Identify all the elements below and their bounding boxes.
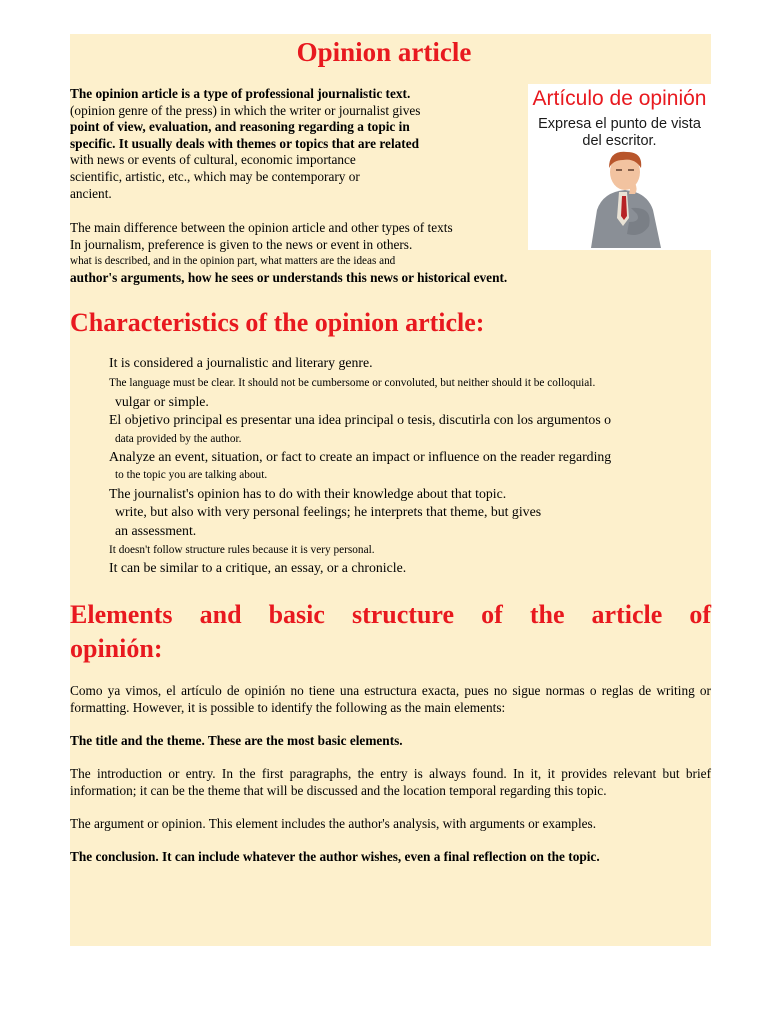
list-item: [95, 411, 715, 448]
intro-line: The opinion article is a type of professional journalistic text.: [70, 86, 411, 101]
list-item: [95, 373, 715, 411]
list-item: [95, 540, 715, 559]
intro-line: point of view, evaluation, and reasoning regarding a topic in: [70, 119, 410, 135]
diff-line: The main difference between the opinion article and other types of texts: [70, 220, 453, 235]
list-item-continuation: write, but also with very personal feelings; he interprets that theme, but gives: [115, 504, 542, 520]
characteristics-list: [95, 354, 715, 578]
opinion-article-illustration: [528, 84, 711, 250]
elements-heading: Elements and basic structure of the article of: [70, 600, 711, 629]
list-item-text: It is considered a journalistic and literary genre.: [109, 355, 373, 370]
body-paragraph: The introduction or entry. In the first paragraphs, the entry is always found. In it, it provides relevant but brief information; it can be the theme that will be discussed and the location temporal regarding this topic.: [70, 765, 711, 798]
intro-line: with news or events of cultural, economic importance: [70, 152, 356, 168]
intro-line: scientific, artistic, etc., which may be contemporary or: [70, 168, 360, 184]
intro-paragraph: [70, 86, 515, 202]
figure-subtitle-line: Expresa el punto de vista: [538, 116, 701, 132]
list-item-text: It can be similar to a critique, an essay, or a chronicle.: [109, 560, 407, 576]
intro-line: (opinion genre of the press) in which the writer or journalist gives: [70, 102, 421, 118]
figure-subtitle-line: del escritor.: [582, 133, 657, 149]
list-item-continuation: vulgar or simple.: [115, 393, 209, 409]
body-paragraph: The argument or opinion. This element includes the author's analysis, with arguments or examples.: [70, 815, 597, 831]
figure-title: Artículo de opinión: [532, 87, 707, 110]
body-paragraph: Como ya vimos, el artículo de opinión no tiene una estructura exacta, pues no sigue normas o reglas de writing or formatting. However, it is possible to identify the following as the main elements:: [70, 683, 711, 715]
list-item: [95, 448, 715, 485]
list-item: [95, 354, 715, 372]
list-item-continuation: to the topic you are talking about.: [115, 469, 268, 482]
list-item-text: The journalist's opinion has to do with their knowledge about that topic.: [109, 485, 507, 501]
body-paragraph: The conclusion. It can include whatever the author wishes, even a final reflection on the topic.: [70, 848, 600, 864]
diff-line: In journalism, preference is given to the news or event in others.: [70, 236, 413, 252]
list-item-text: Analyze an event, situation, or fact to create an impact or influence on the reader regarding: [109, 449, 612, 465]
intro-line: specific. It usually deals with themes or topics that are related: [70, 135, 420, 151]
difference-paragraph: [70, 220, 515, 286]
body-paragraph: The title and the theme. These are the most basic elements.: [70, 732, 403, 748]
diff-line: what is described, and in the opinion part, what matters are the ideas and: [70, 255, 396, 268]
list-item: [95, 485, 715, 540]
page-title: Opinion article: [296, 37, 472, 67]
list-item-continuation: data provided by the author.: [115, 432, 242, 445]
list-item-continuation: an assessment.: [115, 522, 197, 538]
thinking-man-icon: [583, 148, 673, 248]
diff-line: author's arguments, how he sees or understands this news or historical event.: [70, 269, 508, 285]
intro-line: ancient.: [70, 185, 112, 201]
list-item: [95, 559, 715, 577]
figure-subtitle: [528, 116, 711, 150]
list-item-text: It doesn't follow structure rules because it is very personal.: [109, 544, 375, 557]
list-item-text: The language must be clear. It should not be cumbersome or convoluted, but neither should it be colloquial.: [109, 377, 596, 390]
list-item-text: El objetivo principal es presentar una idea principal o tesis, discutirla con los argumentos o: [109, 412, 612, 428]
elements-body: [70, 683, 711, 882]
characteristics-heading: Characteristics of the opinion article:: [70, 308, 485, 337]
elements-heading-continuation: opinión:: [70, 634, 163, 663]
